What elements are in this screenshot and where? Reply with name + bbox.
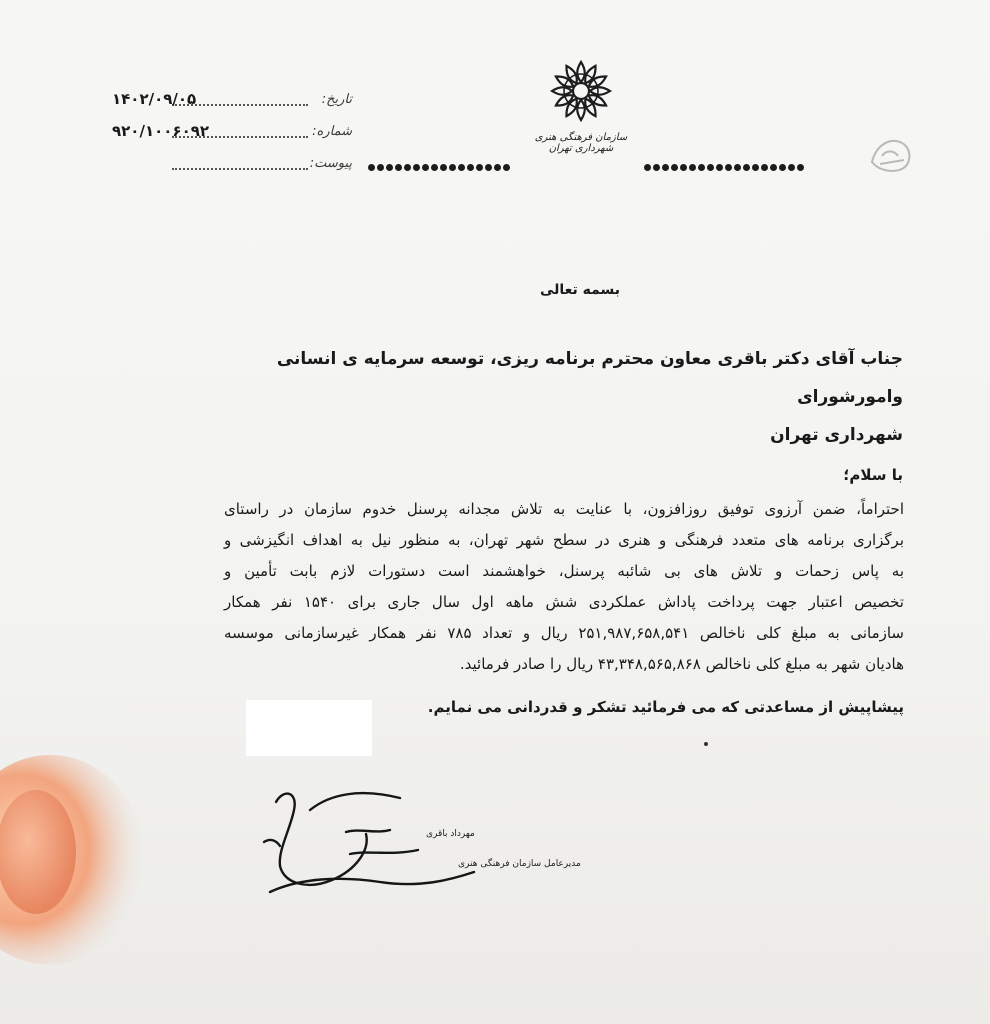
- body-line: احتراماً، ضمن آرزوی توفیق روزافزون، با عنایت به تلاش مجدانه پرسنل خدوم سازمان در راستای: [224, 500, 904, 518]
- letter-heading: بسمه تعالی: [539, 282, 621, 298]
- signature-name-line-1: مهرداد باقری: [426, 829, 475, 839]
- organization-name: سازمان فرهنگی هنری شهرداری تهران: [534, 132, 628, 154]
- redacted-area: [246, 700, 372, 756]
- addressee: [263, 340, 903, 454]
- body-line: تخصیص اعتبار جهت پرداخت پاداش عملکردی شش ماهه اول سال جاری برای ۱۵۴۰ نفر همکار: [224, 593, 904, 611]
- letter-meta: [112, 90, 352, 186]
- organization-logo-icon: [548, 58, 614, 124]
- body-line: هادیان شهر به مبلغ کلی ناخالص ۴۳,۳۴۸,۵۶۵,۸۶۸ ریال را صادر فرمائید.: [459, 655, 904, 673]
- letter-body: [224, 494, 904, 680]
- handwritten-signature-icon: [250, 780, 581, 910]
- date-label: تاریخ:: [321, 92, 352, 107]
- greeting: با سلام؛: [843, 466, 903, 484]
- body-line: برگزاری برنامه های متعدد فرهنگی و هنری در سطح شهر تهران، به منظور نیل به اهداف انگیزشی و: [224, 531, 904, 549]
- header-dotted-divider-right: [644, 156, 810, 164]
- attachment-dots: [172, 168, 308, 170]
- signature-name-line-2: مدیرعامل سازمان فرهنگی هنری: [458, 859, 581, 869]
- thumb-in-photo-icon: [0, 760, 150, 960]
- ink-dot: [704, 742, 708, 746]
- closing-line: پیشاپیش از مساعدتی که می فرمائید تشکر و قدردانی می نمایم.: [427, 698, 904, 716]
- header-dotted-divider-left: [368, 156, 514, 164]
- attachment-row: [112, 154, 352, 180]
- number-row: [112, 122, 352, 148]
- date-value: ۱۴۰۲/۰۹/۰۵: [112, 90, 197, 108]
- faded-stamp-icon: [866, 132, 916, 176]
- attachment-label: پیوست:: [309, 156, 352, 171]
- body-line: سازمانی به مبلغ کلی ناخالص ۲۵۱,۹۸۷,۶۵۸,۵۴۱ ریال و تعداد ۷۸۵ نفر همکار غیرسازمانی موسسه: [224, 624, 904, 642]
- date-row: [112, 90, 352, 116]
- addressee-line-1: جناب آقای دکتر باقری معاون محترم برنامه ریزی، توسعه سرمایه ی انسانی وامورشورای: [276, 349, 903, 407]
- addressee-line-2: شهرداری تهران: [770, 425, 903, 445]
- number-value: ۹۲۰/۱۰۰۶۰۹۲: [112, 122, 210, 140]
- number-label: شماره:: [312, 124, 352, 139]
- body-line: به پاس زحمات و تلاش های بی شائبه پرسنل، خواهشمند است دستورات لازم بابت تأمین و: [224, 562, 904, 580]
